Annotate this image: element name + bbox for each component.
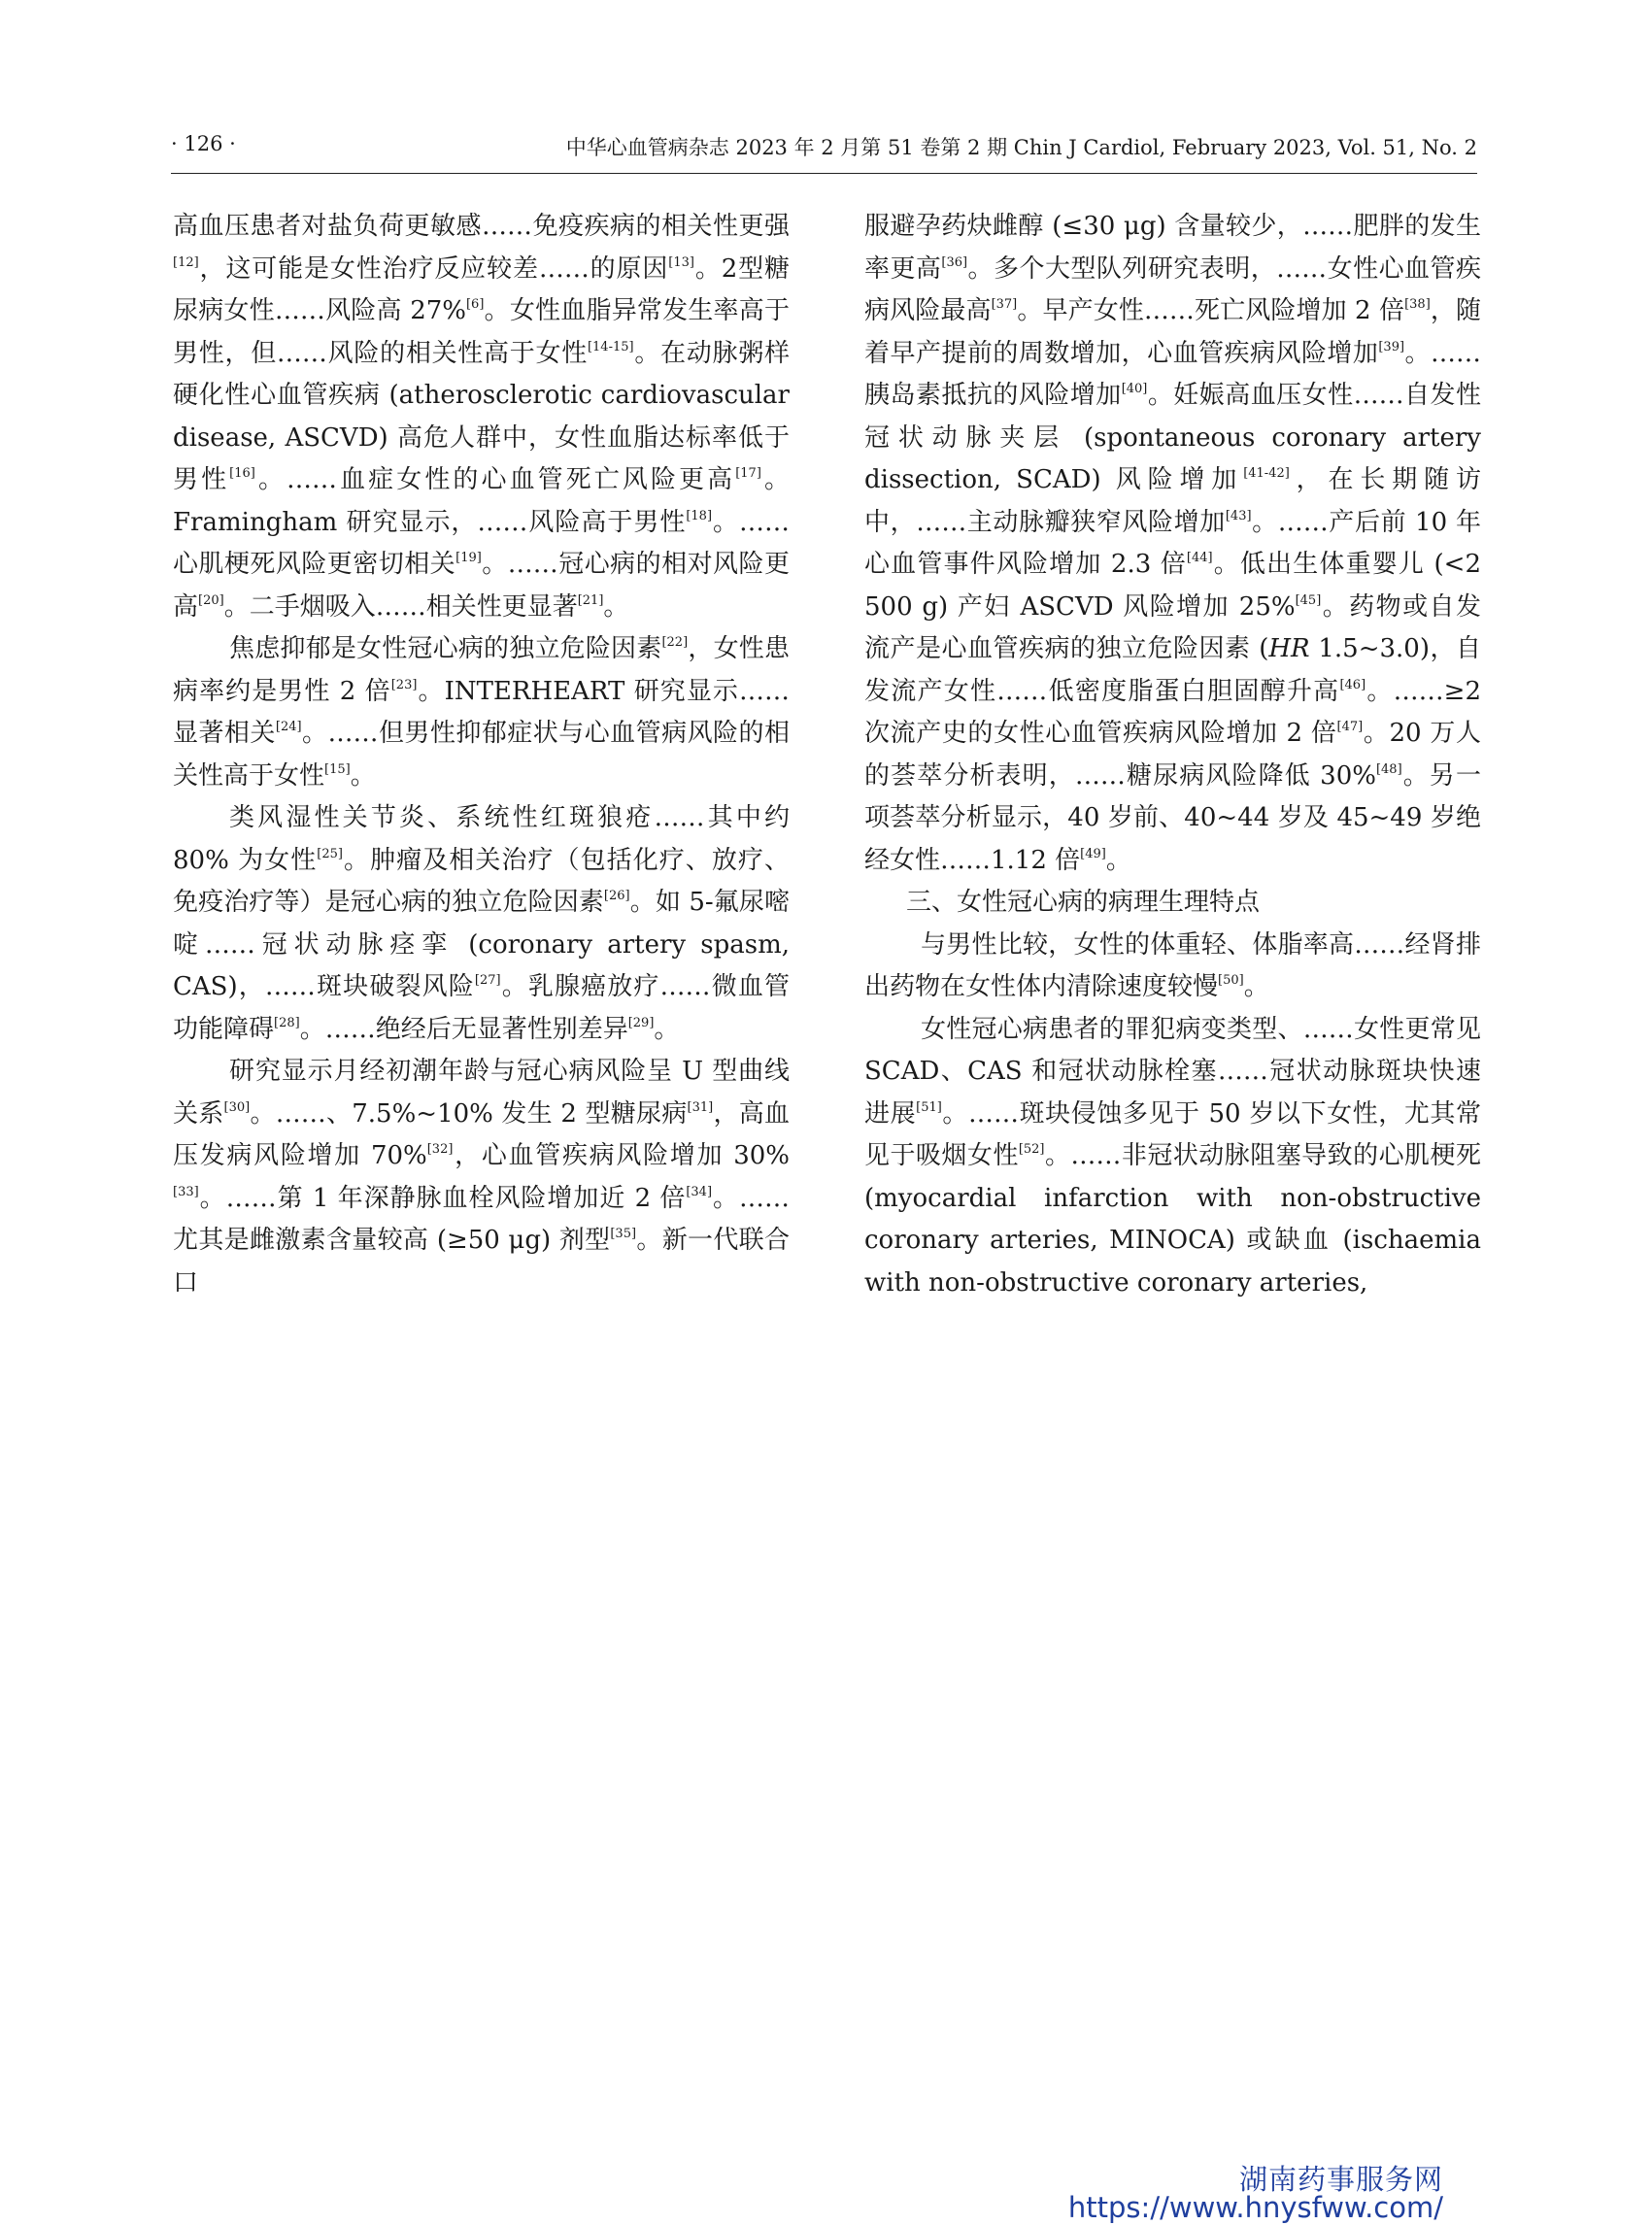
text-run: 三、女性冠心病的病理生理特点 [906,888,1261,917]
citation-ref: [28] [274,1015,300,1030]
citation-ref: [37] [991,297,1018,312]
citation-ref: [29] [627,1015,655,1030]
text-run: 。……、7.5%~10% 发生 2 型糖尿病 [250,1098,688,1129]
citation-ref: [34] [686,1184,713,1199]
left-column [173,206,790,1304]
citation-ref: [14-15] [587,339,634,354]
text-run: ，女性患病率约是男性 2 倍 [173,634,790,706]
text-run: 。新一代联合口 [173,1226,790,1298]
text-run: 。……胰岛素抵抗的风险增加 [864,338,1481,410]
citation-ref: [13] [668,254,694,270]
text-run: 。……斑块侵蚀多见于 50 岁以下女性，尤其常见于吸烟女性 [864,1098,1481,1170]
paragraph [173,797,790,1051]
text-run: 女性冠心病患者的罪犯病变类型、……女性更常见 SCAD、CAS 和冠状动脉栓塞……冠状动脉斑块快速进展 [864,1014,1481,1129]
text-run: 。女性血脂异常发生率高于男性，但……风险的相关性高于女性 [173,296,790,368]
text-run: 。二手烟吸入……相关性更显著 [223,591,578,622]
citation-ref: [24] [275,720,302,734]
text-run: ，这可能是女性治疗反应较差……的原因 [198,253,669,284]
text-run: 。……但男性抑郁症状与心血管病风险的相关性高于女性 [173,719,790,791]
citation-ref: [52] [1018,1142,1045,1157]
text-run: 。在动脉粥样硬化性心血管疾病 (atherosclerotic cardiovascular disease, ASCVD) 高危人群中，女性血脂达标率低于男性 [173,338,790,494]
citation-ref: [44] [1186,551,1213,565]
citation-ref: [30] [223,1099,251,1115]
text-run: 。 [350,760,376,791]
text-run: 。……冠心病的相对风险更高 [173,550,790,622]
citation-ref: [45] [1295,592,1322,608]
text-run: 1.5~3.0)，自发流产女性……低密度脂蛋白胆固醇升高 [864,634,1481,706]
text-run: 。……心肌梗死风险更密切相关 [173,507,790,579]
text-run: 。肿瘤及相关治疗（包括化疗、放疗、免疫治疗等）是冠心病的独立危险因素 [173,845,790,917]
text-run: 。药物或自发流产是心血管疾病的独立危险因素 ( [864,591,1481,663]
page-number: · 126 · [171,132,236,155]
paragraph [864,925,1481,1009]
paragraph [173,628,790,797]
text-run: 。2型糖尿病女性……风险高 27% [173,253,790,325]
text-run: ，在长期随访中，……主动脉瓣狭窄风险增加 [864,465,1481,537]
citation-ref: [35] [610,1227,637,1241]
text-run: 。Framingham 研究显示，……风险高于男性 [173,465,790,537]
paragraph [864,206,1481,882]
text-run: 服避孕药炔雌醇 (≤30 μg) 含量较少，……肥胖的发生率更高 [864,212,1481,284]
citation-ref: [36] [941,254,968,270]
citation-ref: [19] [455,551,482,565]
text-run: 。 [1243,972,1269,1001]
citation-ref: [40] [1121,382,1148,396]
citation-ref: [20] [198,592,224,608]
text-run: 。多个大型队列研究表明，……女性心血管疾病风险最高 [864,253,1481,325]
text-run: 。20 万人的荟萃分析表明，……糖尿病风险降低 30% [864,719,1481,791]
citation-ref: [46] [1339,677,1366,692]
text-run: ，随着早产提前的周数增加，心血管疾病风险增加 [864,296,1481,368]
text-run: ，高血压发病风险增加 70% [173,1098,790,1170]
text-run: 。如 5-氟尿嘧啶……冠状动脉痉挛 (coronary artery spasm, CAS)，……斑块破裂风险 [173,888,790,1001]
citation-ref: [22] [661,635,689,650]
text-run: 。……产后前 10 年心血管事件风险增加 2.3 倍 [864,507,1481,579]
text-run: 类风湿性关节炎、系统性红斑狼疮……其中约 80% 为女性 [173,803,790,875]
text-run: 。……尤其是雌激素含量较高 (≥50 μg) 剂型 [173,1183,790,1255]
citation-ref: [21] [577,592,604,608]
citation-ref: [12] [173,254,199,270]
citation-ref: [38] [1404,297,1431,312]
text-run: 。INTERHEART 研究显示……显著相关 [173,676,791,748]
text-run: 。 [603,591,629,622]
citation-ref: [50] [1218,973,1244,988]
text-run: 。另一项荟萃分析显示，40 岁前、40~44 岁及 45~49 岁绝经女性……1.12 倍 [864,760,1481,875]
citation-ref: [31] [687,1099,714,1115]
citation-ref: [43] [1225,508,1252,523]
citation-ref: [32] [426,1142,454,1157]
citation-ref: [51] [916,1099,942,1115]
journal-citation: 中华心血管病杂志 2023 年 2 月第 51 卷第 2 期 Chin J Cardiol, February 2023, Vol. 51, No. 2 [565,136,1477,159]
paragraph [173,1051,790,1304]
text-run: 高血压患者对盐负荷更敏感……免疫疾病的相关性更强 [173,212,790,241]
text-run: 。……绝经后无显著性别差异 [299,1014,628,1044]
text-run: 。……非冠状动脉阻塞导致的心肌梗死 (myocardial infarction with non-obstructive coronary arteries, MINOCA) 或缺血 (ischaemia with non-obstructive coronary arteries, [864,1141,1481,1298]
citation-ref: [49] [1080,846,1106,861]
citation-ref: [23] [390,677,418,692]
text-run: 。 [1105,845,1131,875]
text-run: 。早产女性……死亡风险增加 2 倍 [1017,296,1405,325]
text-run: 。妊娠高血压女性……自发性冠状动脉夹层 (spontaneous coronary artery dissection, SCAD) 风险增加 [864,381,1481,494]
text-run: 。低出生体重婴儿 (<2 500 g) 产妇 ASCVD 风险增加 25% [864,550,1481,622]
citation-ref: [16] [229,466,255,481]
text-run: 。……≥2 次流产史的女性心血管疾病风险增加 2 倍 [864,676,1481,748]
citation-ref: [18] [686,508,713,523]
text-run: 研究显示月经初潮年龄与冠心病风险呈 U 型曲线关系 [173,1057,790,1129]
citation-ref: [15] [324,761,351,777]
citation-ref: [39] [1378,339,1405,354]
text-run: 与男性比较，女性的体重轻、体脂率高……经肾排出药物在女性体内清除速度较慢 [864,929,1481,1001]
watermark-title: 湖南药事服务网 [1238,2163,1443,2196]
citation-ref: [25] [317,846,343,861]
text-run: 。……血症女性的心血管死亡风险更高 [254,465,736,494]
citation-ref: [17] [735,466,761,481]
watermark-url[interactable]: https://www.hnysfww.com/ [1067,2191,1443,2224]
citation-ref: [6] [465,297,485,312]
text-run: 。乳腺癌放疗……微血管功能障碍 [173,972,790,1044]
citation-ref: [48] [1375,761,1402,777]
citation-ref: [47] [1336,720,1364,734]
citation-ref: [27] [474,973,501,988]
text-run: 。……第 1 年深静脉血栓风险增加近 2 倍 [198,1183,687,1213]
citation-ref: [26] [603,889,630,903]
paragraph [864,1009,1481,1305]
running-header [171,132,1477,171]
text-run: ，心血管疾病风险增加 30% [453,1141,790,1170]
italic-text: HR [1268,634,1310,663]
text-run: 。 [654,1014,680,1044]
text-run: 焦虑抑郁是女性冠心病的独立危险因素 [229,634,662,663]
citation-ref: [41-42] [1243,466,1290,481]
section-heading [864,882,1481,925]
paragraph [173,206,790,628]
header-rule [171,173,1477,174]
citation-ref: [33] [173,1184,199,1199]
right-column [864,206,1481,1304]
